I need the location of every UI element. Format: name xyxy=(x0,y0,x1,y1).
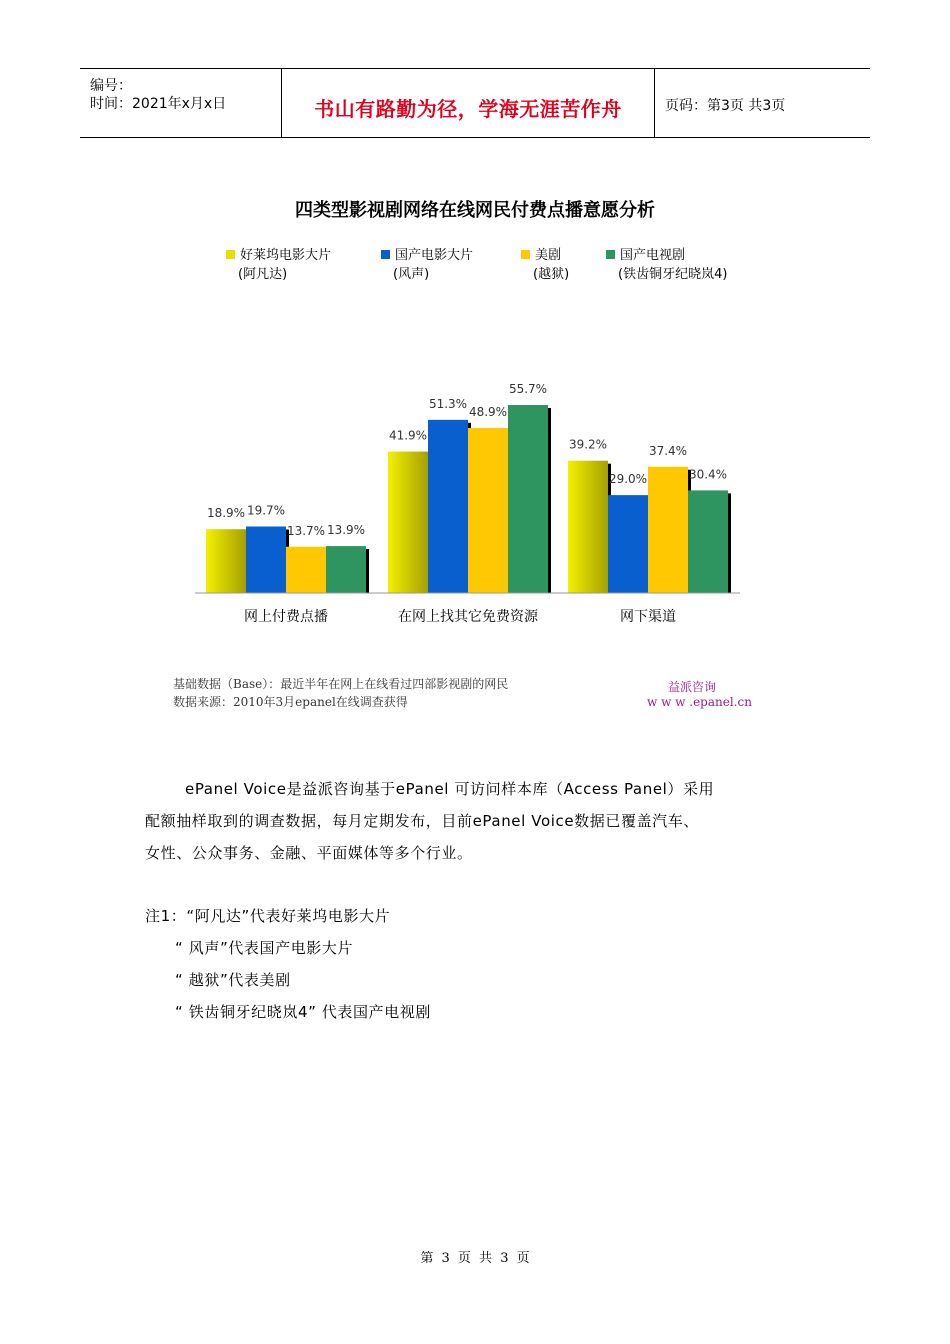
data-label-1-1: 51.3% xyxy=(428,396,468,411)
bar-0-3 xyxy=(326,546,366,593)
body-line-2: 配额抽样取到的调查数据，每月定期发布，目前ePanel Voice数据已覆盖汽车、 xyxy=(145,812,699,830)
note-line-1: 注1：“阿凡达”代表好莱坞电影大片 xyxy=(145,907,391,925)
category-label-0: 网上付费点播 xyxy=(244,609,328,625)
data-label-0-1: 19.7% xyxy=(246,503,286,518)
base-note: 基础数据（Base）：最近半年在网上在线看过四部影视剧的网民 xyxy=(173,677,509,691)
page-footer: 第 3 页 共 3 页 xyxy=(420,1251,530,1266)
data-label-2-3: 30.4% xyxy=(688,467,728,482)
data-label-2-1: 29.0% xyxy=(608,472,648,487)
data-label-1-0: 41.9% xyxy=(388,428,428,443)
legend-sub-3: (铁齿铜牙纪晓岚4) xyxy=(618,267,728,282)
bar-1-3 xyxy=(508,405,548,593)
brand-name: 益派咨询 xyxy=(668,680,717,694)
legend-sub-2: (越狱) xyxy=(533,267,570,282)
bar-1-2 xyxy=(468,428,508,593)
note-line-2: “ 风声”代表国产电影大片 xyxy=(175,939,354,957)
category-label-2: 网下渠道 xyxy=(620,609,676,625)
body-line-3: 女性、公众事务、金融、平面媒体等多个行业。 xyxy=(145,844,473,862)
data-label-1-3: 55.7% xyxy=(508,382,548,396)
bar-2-3 xyxy=(688,490,728,593)
time-label: 时间：2021年x月x日 xyxy=(90,96,227,112)
source-note: 数据来源：2010年3月epanel在线调查获得 xyxy=(173,695,408,709)
data-label-0-3: 13.9% xyxy=(326,523,366,538)
data-label-2-0: 39.2% xyxy=(568,437,608,452)
legend-sub-0: (阿凡达) xyxy=(238,267,288,282)
data-label-2-2: 37.4% xyxy=(648,443,688,458)
note-line-3: “ 越狱”代表美剧 xyxy=(175,971,291,989)
chart-title: 四类型影视剧网络在线网民付费点播意愿分析 xyxy=(295,200,655,221)
legend-name-2: 美剧 xyxy=(535,248,562,263)
motto: 书山有路勤为径，学海无涯苦作舟 xyxy=(314,97,622,121)
legend-name-3: 国产电视剧 xyxy=(620,248,686,263)
brand-url: w w w .epanel.cn xyxy=(647,695,752,709)
bar-0-2 xyxy=(286,547,326,593)
number-label: 编号： xyxy=(90,78,132,94)
legend-name-1: 国产电影大片 xyxy=(395,248,474,263)
data-label-0-0: 18.9% xyxy=(206,506,246,521)
data-label-1-2: 48.9% xyxy=(468,404,508,419)
page-label: 页码：第3页 共3页 xyxy=(665,98,786,114)
bar-chart xyxy=(0,0,950,660)
bar-0-0 xyxy=(206,529,246,593)
chart-bars xyxy=(206,382,731,625)
bar-2-0 xyxy=(568,461,608,593)
bar-0-1 xyxy=(246,527,286,593)
bar-2-1 xyxy=(608,495,648,593)
notes-list xyxy=(145,900,431,1028)
body-paragraph xyxy=(145,773,714,869)
legend-name-0: 好莱坞电影大片 xyxy=(240,248,332,263)
bar-1-1 xyxy=(428,420,468,593)
legend-sub-1: (风声) xyxy=(393,267,430,282)
category-label-1: 在网上找其它免费资源 xyxy=(398,609,538,625)
note-line-4: “ 铁齿铜牙纪晓岚4” 代表国产电视剧 xyxy=(175,1003,432,1021)
body-line-1: ePanel Voice是益派咨询基于ePanel 可访问样本库（Access Panel）采用 xyxy=(185,780,715,798)
bar-1-0 xyxy=(388,452,428,593)
bar-2-2 xyxy=(648,467,688,593)
data-label-0-2: 13.7% xyxy=(286,523,326,538)
